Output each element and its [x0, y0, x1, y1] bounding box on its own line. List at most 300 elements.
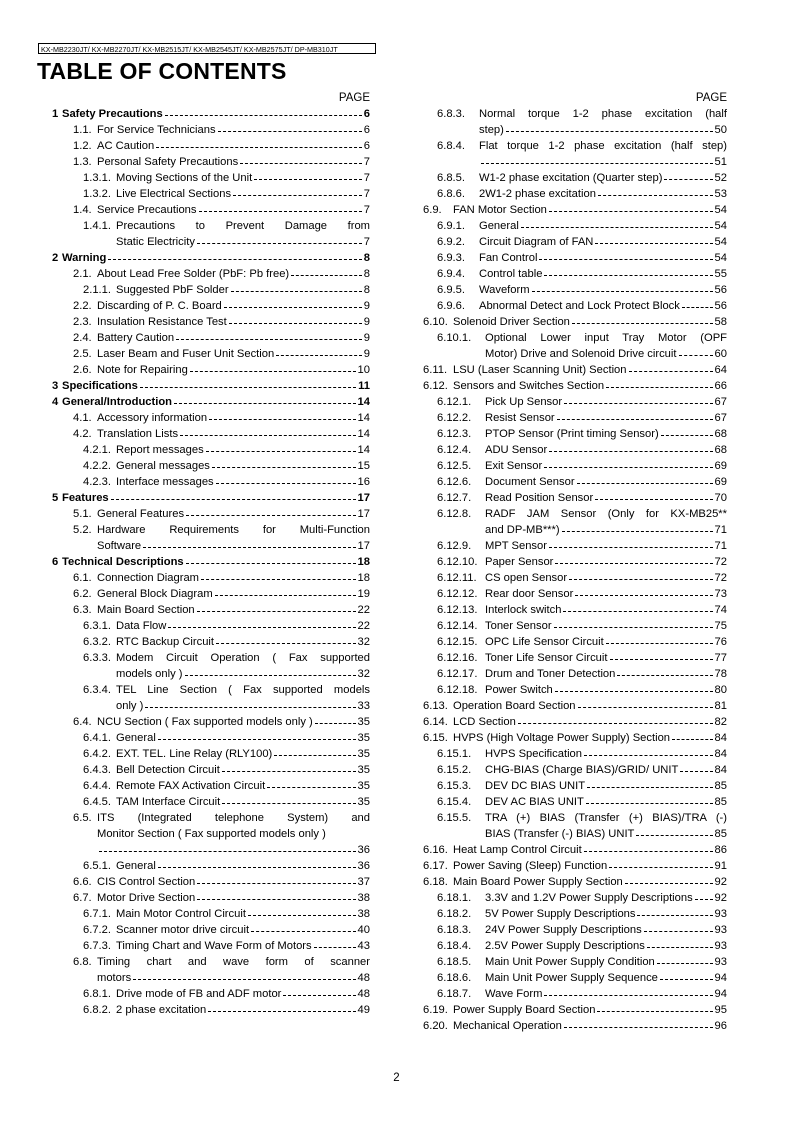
toc-entry[interactable]: [40, 266, 370, 282]
toc-entry-page: 67: [714, 412, 727, 424]
toc-entry[interactable]: [397, 586, 727, 602]
toc-entry[interactable]: [40, 1002, 370, 1018]
toc-entry-page: 33: [357, 700, 370, 712]
toc-entry[interactable]: [397, 570, 727, 586]
toc-entry[interactable]: [397, 170, 727, 186]
leader-dots: [215, 586, 356, 602]
leader-dots: [672, 730, 713, 746]
toc-entry[interactable]: [397, 426, 727, 442]
toc-entry[interactable]: [397, 1018, 727, 1034]
toc-entry-page: 36: [357, 860, 370, 872]
toc-entry[interactable]: [397, 362, 727, 378]
toc-entry[interactable]: [40, 714, 370, 730]
toc-entry[interactable]: [397, 458, 727, 474]
toc-entry[interactable]: [40, 186, 370, 202]
toc-entry[interactable]: [40, 218, 370, 250]
toc-entry[interactable]: [40, 490, 370, 506]
toc-entry[interactable]: [397, 730, 727, 746]
toc-entry[interactable]: [40, 506, 370, 522]
toc-entry-text: [485, 890, 713, 906]
toc-entry-page: 32: [357, 636, 370, 648]
toc-entry-title: For Service Technicians: [97, 124, 216, 136]
toc-entry-title: Control table: [479, 268, 543, 280]
toc-entry-title: Bell Detection Circuit: [116, 764, 220, 776]
toc-entry[interactable]: [397, 234, 727, 250]
toc-entry-title: Moving Sections of the Unit: [116, 172, 253, 184]
toc-entry-number: 6.12.18.: [437, 684, 478, 696]
page-number: 2: [393, 1072, 400, 1084]
leader-dots: [224, 298, 362, 314]
toc-entry-text: [97, 154, 362, 170]
leader-dots: [216, 634, 356, 650]
leader-dots: [554, 618, 713, 634]
toc-entry[interactable]: [397, 794, 727, 810]
toc-entry-text: [116, 730, 356, 746]
toc-entry[interactable]: [40, 426, 370, 442]
toc-entry-text: [116, 986, 356, 1002]
toc-entry-text: [62, 394, 356, 410]
leader-dots: [251, 922, 355, 938]
toc-entry[interactable]: [397, 202, 727, 218]
toc-entry-title: LCD Section: [453, 716, 516, 728]
leader-dots: [158, 858, 356, 874]
toc-entry-number: 6.15.2.: [437, 764, 472, 776]
toc-entry-number: 6.2.: [73, 588, 92, 600]
toc-entry[interactable]: [397, 810, 727, 842]
toc-entry-title: DEV AC BIAS UNIT: [485, 796, 584, 808]
leader-dots: [660, 970, 713, 986]
leader-dots: [629, 362, 713, 378]
toc-entry-text: [116, 922, 356, 938]
toc-entry-text: [116, 794, 356, 810]
toc-entry-page: 9: [363, 316, 370, 328]
toc-entry-page: 18: [357, 572, 370, 584]
leader-dots: [584, 746, 713, 762]
toc-entry-number: 6.18.6.: [437, 972, 472, 984]
toc-entry-text: [62, 378, 356, 394]
toc-entry[interactable]: [397, 858, 727, 874]
toc-entry[interactable]: [40, 394, 370, 410]
leader-dots: [679, 346, 713, 362]
toc-entry-text: [485, 922, 713, 938]
toc-entry[interactable]: [397, 986, 727, 1002]
toc-entry-text: [97, 362, 356, 378]
toc-entry[interactable]: [397, 266, 727, 282]
toc-entry-title: Hardware Requirements for Multi-Function: [97, 524, 370, 536]
toc-entry-title: Insulation Resistance Test: [97, 316, 227, 328]
toc-entry-page: 43: [357, 940, 370, 952]
toc-entry-number: 6.18.1.: [437, 892, 472, 904]
toc-entry-page: 84: [714, 732, 727, 744]
toc-entry[interactable]: [40, 474, 370, 490]
toc-entry[interactable]: [397, 394, 727, 410]
toc-entry[interactable]: [397, 698, 727, 714]
toc-entry-text: [485, 330, 727, 362]
toc-entry-number: 4.2.3.: [83, 476, 111, 488]
leader-dots: [229, 314, 362, 330]
toc-entry[interactable]: [397, 906, 727, 922]
toc-entry-page: 40: [357, 924, 370, 936]
toc-entry[interactable]: [397, 1002, 727, 1018]
toc-entry[interactable]: [40, 778, 370, 794]
toc-entry[interactable]: [40, 586, 370, 602]
toc-entry-number: 6.17.: [423, 860, 448, 872]
toc-entry-number: 6.18.5.: [437, 956, 472, 968]
toc-entry[interactable]: [397, 138, 727, 170]
toc-entry-text: [116, 778, 356, 794]
toc-entry-text: [485, 954, 713, 970]
toc-entry-page: 14: [357, 412, 370, 424]
toc-entry[interactable]: [397, 634, 727, 650]
toc-entry-page: 92: [714, 892, 727, 904]
toc-entry-number: 2.4.: [73, 332, 92, 344]
toc-column-right: [397, 90, 727, 1034]
toc-entry-title: CS open Sensor: [485, 572, 568, 584]
toc-entry-text: [116, 282, 362, 298]
toc-entry[interactable]: [40, 602, 370, 618]
toc-entry[interactable]: [40, 954, 370, 986]
toc-entry[interactable]: [40, 154, 370, 170]
toc-entry-title: Accessory information: [97, 412, 208, 424]
toc-entry-text: [485, 426, 713, 442]
toc-entry-text: [116, 186, 362, 202]
toc-entry-number: 6.5.1.: [83, 860, 111, 872]
toc-entry-text: [116, 458, 356, 474]
toc-entry-page: 93: [714, 940, 727, 952]
leader-dots: [636, 826, 712, 842]
toc-entry[interactable]: [397, 218, 727, 234]
toc-entry[interactable]: [40, 330, 370, 346]
toc-entry-text: [97, 714, 356, 730]
toc-entry-text: [97, 138, 362, 154]
toc-entry[interactable]: [397, 538, 727, 554]
toc-entry[interactable]: [397, 282, 727, 298]
toc-entry-text: [453, 378, 713, 394]
toc-entry[interactable]: [40, 458, 370, 474]
toc-entry-number: 6.11.: [423, 364, 448, 376]
toc-entry-title: General Block Diagram: [97, 588, 213, 600]
toc-entry[interactable]: [40, 858, 370, 874]
toc-entry-page: 8: [363, 268, 370, 280]
toc-entry-number: 6.12.10.: [437, 556, 478, 568]
toc-entry-number: 1.4.: [73, 204, 92, 216]
toc-entry-title: FAN Motor Section: [453, 204, 547, 216]
toc-entry[interactable]: [40, 522, 370, 554]
toc-entry-title: Report messages: [116, 444, 204, 456]
toc-entry-text: [479, 266, 713, 282]
toc-entry-page: 22: [357, 604, 370, 616]
toc-entry-title: PTOP Sensor (Print timing Sensor): [485, 428, 659, 440]
toc-entry-text: [97, 202, 362, 218]
toc-entry[interactable]: [40, 762, 370, 778]
toc-entry[interactable]: [40, 442, 370, 458]
toc-entry-number: 2.2.: [73, 300, 92, 312]
toc-entry-title: 2W1-2 phase excitation: [479, 188, 596, 200]
toc-entry-title: Toner Life Sensor Circuit: [485, 652, 608, 664]
leader-dots: [544, 458, 712, 474]
leader-dots: [233, 186, 362, 202]
toc-entry-text: [116, 906, 356, 922]
toc-entry[interactable]: [40, 282, 370, 298]
toc-entry[interactable]: [397, 618, 727, 634]
toc-entry-page: 38: [357, 892, 370, 904]
toc-entry-text: [97, 602, 356, 618]
toc-entry[interactable]: [40, 634, 370, 650]
toc-entry-page: 85: [714, 828, 727, 840]
toc-entry[interactable]: [397, 410, 727, 426]
leader-dots: [572, 314, 713, 330]
toc-entry-text: [479, 282, 713, 298]
toc-entry[interactable]: [397, 746, 727, 762]
toc-entry[interactable]: [397, 714, 727, 730]
toc-entry-number: 6.13.: [423, 700, 448, 712]
toc-entry-number: 1.4.1.: [83, 220, 111, 232]
leader-dots: [549, 202, 713, 218]
toc-entry[interactable]: [397, 938, 727, 954]
toc-entry-title: General: [116, 732, 156, 744]
toc-entry-page: 14: [357, 428, 370, 440]
toc-entry-title-cont: Static Electricity: [116, 236, 195, 248]
toc-entry[interactable]: [397, 490, 727, 506]
toc-entry-title: Main Board Section: [97, 604, 195, 616]
toc-entry-text: [62, 490, 356, 506]
toc-entry[interactable]: [397, 602, 727, 618]
toc-entry-page: 16: [357, 476, 370, 488]
toc-entry[interactable]: [40, 810, 370, 858]
toc-entry[interactable]: [397, 474, 727, 490]
toc-entry-page: 67: [714, 396, 727, 408]
toc-entry-text: [453, 858, 713, 874]
toc-entry-title: Interface messages: [116, 476, 214, 488]
toc-entry-title-cont: Monitor Section ( Fax supported models only ): [97, 828, 326, 840]
toc-entry[interactable]: [40, 938, 370, 954]
toc-entry[interactable]: [40, 362, 370, 378]
toc-entry[interactable]: [40, 378, 370, 394]
toc-entry-title: Timing Chart and Wave Form of Motors: [116, 940, 312, 952]
toc-entry[interactable]: [40, 250, 370, 266]
toc-entry-number: 6.15.5.: [437, 812, 472, 824]
toc-entry[interactable]: [397, 874, 727, 890]
toc-entry-text: [97, 506, 356, 522]
toc-entry-title: Remote FAX Activation Circuit: [116, 780, 266, 792]
toc-entry[interactable]: [397, 842, 727, 858]
toc-entry[interactable]: [397, 650, 727, 666]
toc-entry[interactable]: [40, 346, 370, 362]
toc-entry-title: HVPS Specification: [485, 748, 583, 760]
toc-entry-number: 6.7.2.: [83, 924, 111, 936]
toc-entry-number: 2.5.: [73, 348, 92, 360]
leader-dots: [240, 154, 362, 170]
toc-entry-text: [116, 170, 362, 186]
toc-entry-text: [485, 938, 713, 954]
toc-entry-title: 3.3V and 1.2V Power Supply Descriptions: [485, 892, 693, 904]
toc-entry[interactable]: [397, 506, 727, 538]
leader-dots: [661, 426, 713, 442]
toc-entry-text: [485, 778, 713, 794]
toc-entry-number: 6.8.5.: [437, 172, 465, 184]
toc-entry[interactable]: [397, 890, 727, 906]
toc-entry[interactable]: [40, 298, 370, 314]
leader-dots: [209, 410, 355, 426]
toc-entry-text: [116, 618, 356, 634]
toc-entry-page: 80: [714, 684, 727, 696]
toc-entry-title-cont: Motor) Drive and Solenoid Drive circuit: [485, 348, 677, 360]
toc-entry[interactable]: [397, 970, 727, 986]
toc-entry[interactable]: [397, 186, 727, 202]
toc-entry-number: 6.12.6.: [437, 476, 472, 488]
toc-entry[interactable]: [40, 122, 370, 138]
toc-entry-text: [116, 682, 370, 714]
toc-entry-title: General: [479, 220, 519, 232]
toc-entry-page: 48: [357, 972, 370, 984]
toc-entry-title: Motor Drive Section: [97, 892, 196, 904]
toc-entry-number: 6.10.: [423, 316, 448, 328]
toc-entry[interactable]: [397, 666, 727, 682]
toc-entry[interactable]: [397, 442, 727, 458]
toc-entry[interactable]: [40, 314, 370, 330]
leader-dots: [186, 554, 356, 570]
toc-entry[interactable]: [40, 730, 370, 746]
toc-entry-page: 73: [714, 588, 727, 600]
toc-entry[interactable]: [397, 106, 727, 138]
leader-dots: [190, 362, 356, 378]
toc-entry-page: 50: [714, 124, 727, 136]
toc-entry-title: Interlock switch: [485, 604, 562, 616]
toc-entry[interactable]: [40, 650, 370, 682]
toc-entry-number: 6.18.3.: [437, 924, 472, 936]
leader-dots: [274, 746, 355, 762]
toc-entry-number: 6.19.: [423, 1004, 448, 1016]
toc-entry-page: 85: [714, 796, 727, 808]
toc-entry[interactable]: [397, 954, 727, 970]
toc-entry-text: [97, 890, 356, 906]
toc-entry-number: 6.12.5.: [437, 460, 472, 472]
toc-entry-number: 6.8.2.: [83, 1004, 111, 1016]
toc-entry-title-cont: and DP-MB***): [485, 524, 560, 536]
toc-entry-text: [116, 474, 356, 490]
toc-entry-number: 6.8.3.: [437, 108, 465, 120]
toc-entry[interactable]: [40, 794, 370, 810]
toc-entry[interactable]: [397, 682, 727, 698]
toc-entry[interactable]: [40, 890, 370, 906]
toc-entry[interactable]: [40, 874, 370, 890]
toc-entry-title: Toner Sensor: [485, 620, 552, 632]
toc-entry-title: TAM Interface Circuit: [116, 796, 221, 808]
toc-entry-text: [485, 538, 713, 554]
toc-entry-text: [485, 970, 713, 986]
toc-entry-page: 69: [714, 476, 727, 488]
toc-entry-number: 6.3.4.: [83, 684, 111, 696]
toc-entry-title: Main Unit Power Supply Condition: [485, 956, 655, 968]
leader-dots: [586, 794, 713, 810]
toc-entry-number: 6.12.11.: [437, 572, 477, 584]
toc-entry-title: Battery Caution: [97, 332, 175, 344]
toc-entry[interactable]: [40, 202, 370, 218]
toc-entry[interactable]: [40, 170, 370, 186]
toc-entry[interactable]: [397, 778, 727, 794]
toc-entry-title: Personal Safety Precautions: [97, 156, 239, 168]
leader-dots: [544, 266, 712, 282]
toc-entry-text: [479, 106, 727, 138]
toc-list-left: [40, 106, 370, 1018]
toc-entry[interactable]: [397, 314, 727, 330]
toc-entry-page: 86: [714, 844, 727, 856]
toc-column-left: [40, 90, 370, 1018]
toc-entry[interactable]: [40, 682, 370, 714]
toc-entry-page: 7: [363, 188, 370, 200]
toc-entry-title: Timing chart and wave form of scanner: [97, 956, 370, 968]
toc-entry-text: [453, 842, 713, 858]
toc-entry-title: Laser Beam and Fuser Unit Section: [97, 348, 275, 360]
toc-entry[interactable]: [40, 554, 370, 570]
toc-entry-title: EXT. TEL. Line Relay (RLY100): [116, 748, 273, 760]
toc-entry-title: NCU Section ( Fax supported models only ): [97, 716, 313, 728]
leader-dots: [199, 202, 362, 218]
toc-entry[interactable]: [40, 570, 370, 586]
leader-dots: [562, 522, 713, 538]
toc-entry-number: 6.12.15.: [437, 636, 478, 648]
toc-entry[interactable]: [40, 922, 370, 938]
leader-dots: [637, 906, 712, 922]
toc-entry[interactable]: [40, 106, 370, 122]
leader-dots: [156, 138, 362, 154]
toc-entry-title: Suggested PbF Solder: [116, 284, 229, 296]
toc-entry-title: Optional Lower input Tray Motor (OPF: [485, 332, 727, 344]
toc-entry[interactable]: [40, 746, 370, 762]
toc-entry-text: [62, 106, 362, 122]
toc-entry[interactable]: [40, 986, 370, 1002]
leader-dots: [564, 1018, 713, 1034]
toc-entry-page: 6: [363, 108, 370, 120]
leader-dots: [606, 378, 712, 394]
toc-entry-page: 9: [363, 332, 370, 344]
leader-dots: [212, 458, 356, 474]
toc-entry-number: 6.9.4.: [437, 268, 465, 280]
toc-entry-number: 6.3.2.: [83, 636, 111, 648]
leader-dots: [180, 426, 356, 442]
toc-entry-title: Wave Form: [485, 988, 543, 1000]
toc-entry[interactable]: [397, 922, 727, 938]
toc-entry[interactable]: [40, 618, 370, 634]
toc-entry-title: Circuit Diagram of FAN: [479, 236, 594, 248]
toc-entry[interactable]: [40, 906, 370, 922]
toc-entry-number: 1.3.1.: [83, 172, 111, 184]
toc-entry[interactable]: [40, 138, 370, 154]
toc-entry-title: Main Board Power Supply Section: [453, 876, 623, 888]
toc-entry[interactable]: [397, 378, 727, 394]
toc-entry-page: 71: [714, 524, 727, 536]
toc-entry-text: [116, 762, 356, 778]
toc-entry-text: [116, 1002, 356, 1018]
leader-dots: [680, 762, 712, 778]
toc-entry-page: 51: [714, 156, 727, 168]
toc-entry-number: 6.12.3.: [437, 428, 472, 440]
toc-entry-text: [116, 858, 356, 874]
toc-entry[interactable]: [40, 410, 370, 426]
toc-entry-title: Safety Precautions: [62, 108, 163, 120]
toc-entry-number: 2.6.: [73, 364, 92, 376]
toc-entry[interactable]: [397, 330, 727, 362]
toc-entry-page: 72: [714, 572, 727, 584]
toc-entry-number: 4.2.1.: [83, 444, 111, 456]
toc-entry-title: Drive mode of FB and ADF motor: [116, 988, 282, 1000]
toc-entry[interactable]: [397, 762, 727, 778]
toc-entry-text: [97, 298, 362, 314]
toc-entry[interactable]: [397, 554, 727, 570]
toc-entry[interactable]: [397, 298, 727, 314]
leader-dots: [208, 1002, 355, 1018]
toc-entry[interactable]: [397, 250, 727, 266]
